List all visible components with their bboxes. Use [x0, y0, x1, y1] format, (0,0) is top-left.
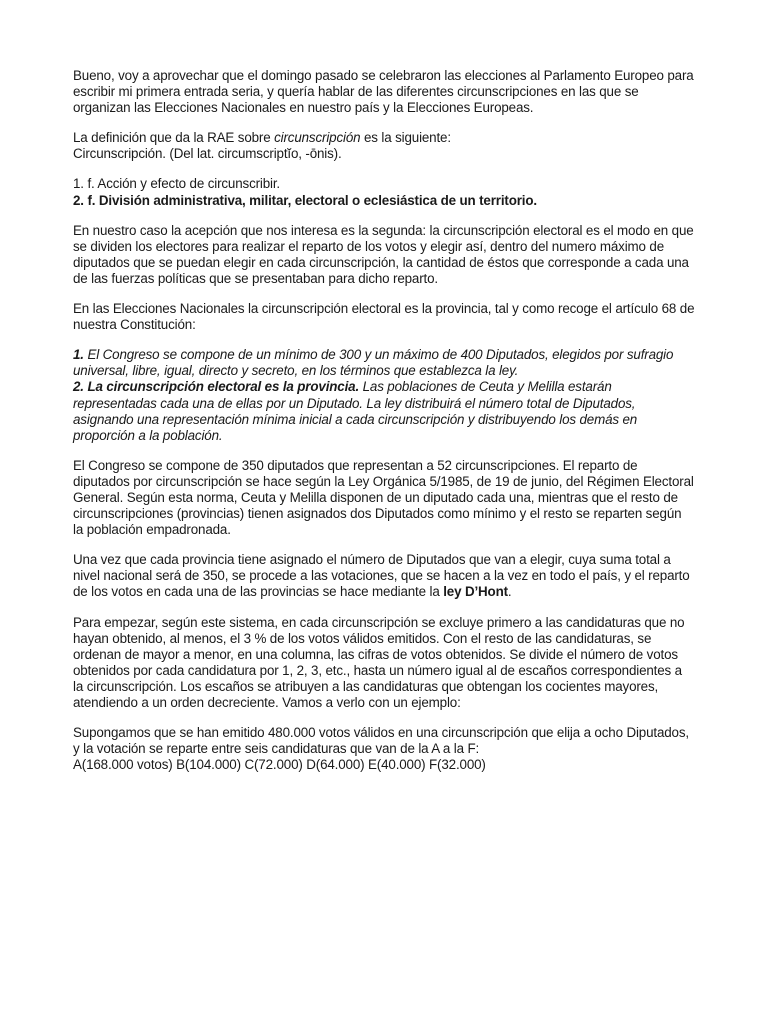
votaciones-paragraph: [73, 552, 695, 600]
definition-term: circunscripción: [274, 130, 361, 146]
definition-lead-end: es la siguiente:: [360, 130, 451, 146]
acepcion-paragraph: En nuestro caso la acepción que nos interesa es la segunda: la circunscripción electoral es el modo en que se dividen los electores para realizar el reparto de los votos y elegir así, dentro del numero máximo de diputados que se puedan elegir en cada circunscripción, la cantidad de éstos que corresponde a cada una de las fuerzas políticas que se presentaban para dicho reparto.: [73, 222, 694, 286]
congreso-paragraph: El Congreso se compone de 350 diputados que representan a 52 circunscripciones. El reparto de diputados por circunscripción se hace según la Ley Orgánica 5/1985, de 19 de junio, del Régimen Electoral General. Según esta norma, Ceuta y Melilla disponen de un diputado cada una, mientras que el resto de circunscripciones (provincias) tienen asignados dos Diputados como mínimo y el resto se reparten según la población empadronada.: [73, 457, 694, 538]
constitution-quote: [73, 347, 695, 444]
ejemplo-text: Supongamos que se han emitido 480.000 votos válidos en una circunscripción que elija a ocho Diputados, y la votación se reparte entre seis candidaturas que van de la A a la F:: [73, 725, 689, 757]
quote-text-1: El Congreso se compone de un mínimo de 300 y un máximo de 400 Diputados, elegidos por sufragio universal, libre, igual, directo y secreto, en los términos que establezca la ley.: [73, 347, 674, 379]
ejemplo-paragraph: [73, 725, 695, 773]
intro-paragraph: Bueno, voy a aprovechar que el domingo pasado se celebraron las elecciones al Parlamento Europeo para escribir mi primera entrada seria, y quería hablar de las diferentes circunscripciones en las que se organizan las Elecciones Nacionales en nuestro país y la Elecciones Europeas.: [73, 68, 694, 116]
quote-number-2: 2. La circunscripción electoral es la provincia.: [73, 379, 360, 395]
provincia-paragraph: En las Elecciones Nacionales la circunscripción electoral es la provincia, tal y como recoge el artículo 68 de nuestra Constitución:: [73, 301, 695, 333]
definition-etymology: Circunscripción. (Del lat. circumscriptĭo, -ōnis).: [73, 146, 342, 162]
sistema-paragraph: Para empezar, según este sistema, en cada circunscripción se excluye primero a las candidaturas que no hayan obtenido, al menos, el 3 % de los votos válidos emitidos. Con el resto de las candidaturas, se ordenan de mayor a menor, en una columna, las cifras de votos obtenidos. Se divide el número de votos obtenidos por cada candidatura por 1, 2, 3, etc., hasta un número igual al de escaños correspondientes a la circunscripción. Los escaños se atribuyen a las candidaturas que obtengan los cocientes mayores, atendiendo a un orden decreciente. Vamos a verlo con un ejemplo:: [73, 614, 685, 710]
votaciones-text: Una vez que cada provincia tiene asignado el número de Diputados que van a elegir, cuya suma total a nivel nacional será de 350, se procede a las votaciones, que se hacen a la vez en todo el país, y el reparto de los votos en cada una de las provincias se hace mediante la: [73, 552, 690, 600]
meanings-list: [73, 176, 695, 208]
ley-dhont-text: ley D’Hont: [443, 584, 508, 600]
meaning-2: 2. f. División administrativa, militar, electoral o eclesiástica de un territorio.: [73, 192, 537, 208]
votaciones-end: .: [507, 584, 512, 600]
rae-definition-paragraph: [73, 130, 695, 162]
quote-text-2: Las poblaciones de Ceuta y Melilla estarán representadas cada una de ellas por un Diputado. La ley distribuirá el número total de Diputados, asignando una representación mínima inicial a cada circunscripción y distribuyendo los demás en proporción a la población.: [73, 379, 638, 443]
quote-number-1: 1.: [73, 347, 84, 363]
meaning-1: 1. f. Acción y efecto de circunscribir.: [73, 176, 281, 192]
definition-lead: La definición que da la RAE sobre: [73, 130, 275, 146]
document-body: [73, 68, 695, 787]
ejemplo-votes: A(168.000 votos) B(104.000) C(72.000) D(64.000) E(40.000) F(32.000): [73, 757, 486, 773]
